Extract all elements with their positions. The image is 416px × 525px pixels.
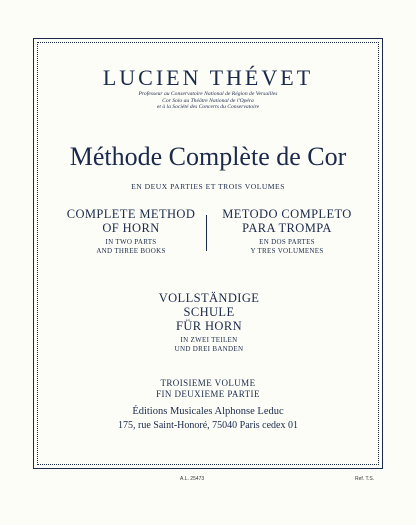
publisher-address: 175, rue Saint-Honoré, 75040 Paris cedex 01 — [118, 420, 298, 431]
main-title: Méthode Complète de Cor — [69, 142, 347, 171]
credit-line: et à la Société des Concerts du Conservatoire — [156, 104, 260, 111]
english-subtitle — [56, 238, 206, 255]
english-title-line: OF HORN — [102, 221, 160, 235]
volume-line: TROISIEME VOLUME — [160, 378, 256, 388]
spanish-subtitle — [212, 238, 362, 255]
spanish-title-line: METODO COMPLETO — [222, 207, 352, 221]
publisher-name: Éditions Musicales Alphonse Leduc — [132, 406, 284, 417]
cover-content — [34, 39, 382, 468]
english-subtitle-line: AND THREE BOOKS — [96, 246, 166, 255]
volume-line: FIN DEUXIEME PARTIE — [156, 389, 260, 399]
cover-frame — [33, 38, 383, 469]
credit-line: Cor Solo au Théâtre National de l'Opéra — [162, 97, 254, 104]
volume-info — [34, 378, 382, 400]
german-subtitle-line: IN ZWEI TEILEN — [180, 336, 238, 344]
german-subtitle — [134, 336, 284, 353]
english-subtitle-line: IN TWO PARTS — [105, 238, 157, 246]
spanish-subtitle-line: Y TRES VOLUMENES — [250, 246, 324, 255]
english-title-block — [56, 207, 206, 255]
catalog-number: A.L. 25473 — [180, 476, 205, 482]
german-subtitle-line: UND DREI BANDEN — [174, 344, 244, 353]
german-title-line: VOLLSTÄNDIGE SCHULE — [158, 291, 260, 319]
german-title-block — [134, 291, 284, 353]
credit-line: Professeur au Conservatoire National de Région de Versailles — [138, 91, 278, 97]
author-credits — [34, 91, 382, 111]
author-name: LUCIEN THÉVET — [102, 65, 314, 90]
column-divider — [206, 215, 207, 251]
spanish-title-block — [212, 207, 362, 255]
german-title-line: FÜR HORN — [175, 319, 243, 333]
spanish-subtitle-line: EN DOS PARTES — [259, 238, 315, 246]
reference-code: Ref. T.S. — [355, 476, 375, 482]
subtitle-french: EN DEUX PARTIES ET TROIS VOLUMES — [131, 182, 285, 191]
spanish-title-line: PARA TROMPA — [242, 221, 332, 235]
english-title-line: COMPLETE METHOD — [66, 207, 196, 221]
